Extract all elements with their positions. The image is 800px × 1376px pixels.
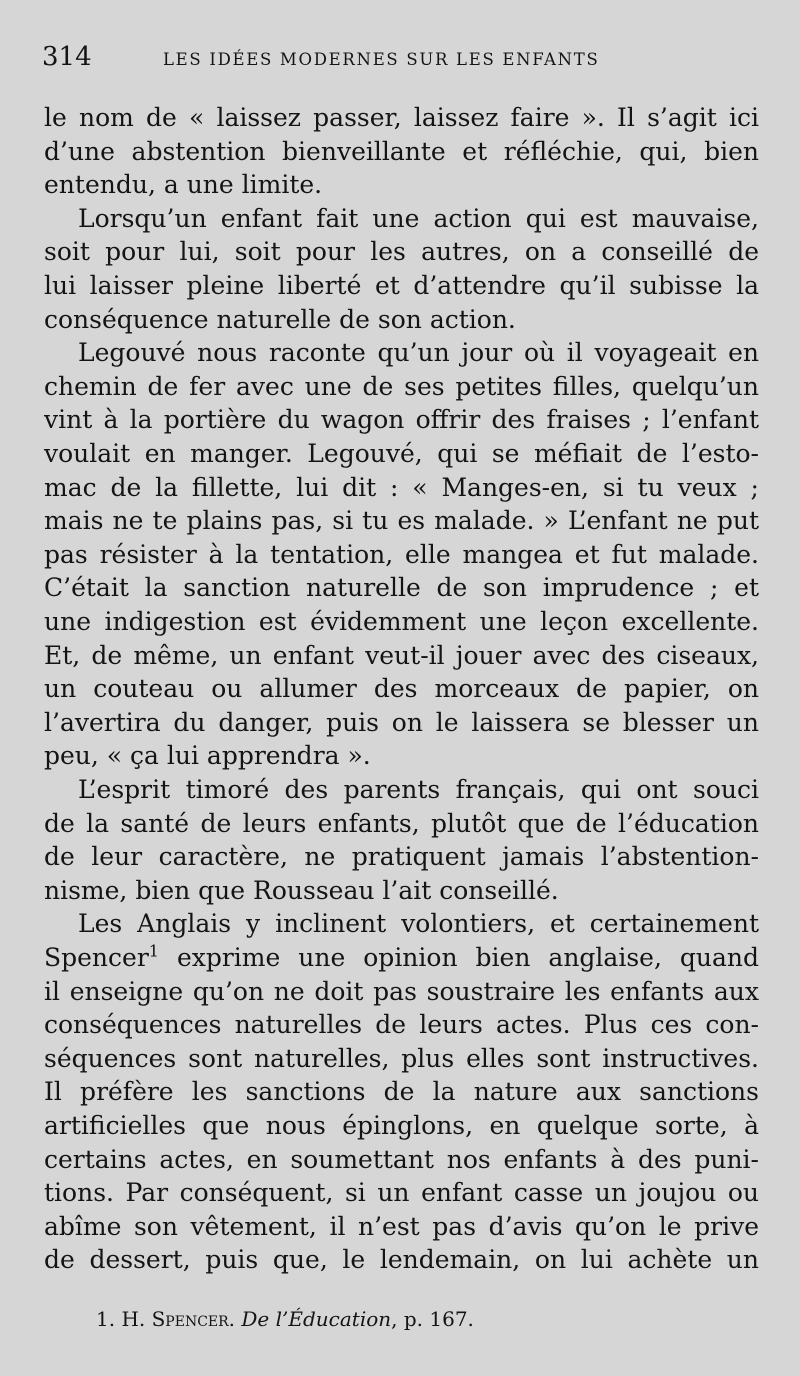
text-line: conséquence naturelle de son action. bbox=[44, 304, 516, 334]
text-fragment: Spencer bbox=[44, 943, 149, 972]
text-line: Les Anglais y inclinent volontiers, et certainement bbox=[78, 909, 759, 939]
page-header bbox=[42, 42, 742, 76]
text-line: il enseigne qu’on ne doit pas soustraire les enfants aux bbox=[44, 976, 759, 1006]
text-line: une indigestion est évidemment une leçon excellente. bbox=[44, 607, 759, 636]
text-line: de dessert, puis que, le lendemain, on lui achète un bbox=[44, 1245, 759, 1275]
footnote bbox=[96, 1306, 696, 1332]
text-line: l’avertira du danger, puis on le laissera se blesser un bbox=[44, 707, 759, 737]
footnote-marker: 1 bbox=[148, 941, 159, 961]
page-number: 314 bbox=[42, 42, 92, 72]
text-line: Lorsqu’un enfant fait une action qui est mauvaise, bbox=[78, 203, 759, 233]
text-line: Legouvé nous raconte qu’un jour où il voyageait en bbox=[78, 338, 759, 368]
text-fragment: exprime une opinion bien anglaise, quand bbox=[158, 943, 759, 972]
footnote-title: De l’Éducation bbox=[241, 1307, 392, 1331]
text-line: mais ne te plains pas, si tu es malade. » L’enfant ne put bbox=[44, 506, 759, 536]
text-line: soit pour lui, soit pour les autres, on a conseillé de bbox=[44, 237, 759, 267]
footnote-page: , p. 167. bbox=[391, 1307, 474, 1331]
text-line: Il préfère les sanctions de la nature aux sanctions bbox=[44, 1077, 759, 1107]
text-line: lui laisser pleine liberté et d’attendre qu’il subisse la bbox=[44, 271, 759, 300]
running-head: LES IDÉES MODERNES SUR LES ENFANTS bbox=[163, 50, 600, 69]
text-line: d’une abstention bienveillante et réfléchie, qui, bien bbox=[44, 136, 759, 166]
text-line: abîme son vêtement, il n’est pas d’avis qu’on le prive bbox=[44, 1211, 759, 1241]
text-line: L’esprit timoré des parents français, qui ont souci bbox=[78, 775, 759, 804]
text-line: entendu, a une limite. bbox=[44, 170, 323, 200]
text-line: certains actes, en soumettant nos enfants à des puni- bbox=[44, 1144, 759, 1174]
text-line: tions. Par conséquent, si un enfant casse un joujou ou bbox=[44, 1178, 759, 1208]
text-line: le nom de « laissez passer, laissez faire ». Il s’agit ici bbox=[44, 103, 759, 132]
text-line-with-note bbox=[44, 941, 759, 975]
footnote-number: 1. bbox=[96, 1307, 116, 1331]
text-line: artificielles que nous épinglons, en quelque sorte, à bbox=[44, 1111, 759, 1140]
text-line: séquences sont naturelles, plus elles sont instructives. bbox=[44, 1043, 759, 1073]
text-line: de leur caractère, ne pratiquent jamais l’abstention- bbox=[44, 842, 759, 872]
text-line: mac de la fillette, lui dit : « Manges-en, si tu veux ; bbox=[44, 472, 759, 502]
text-line: peu, « ça lui apprendra ». bbox=[44, 741, 371, 771]
text-line: C’était la sanction naturelle de son imprudence ; et bbox=[44, 573, 759, 603]
text-line: chemin de fer avec une de ses petites filles, quelqu’un bbox=[44, 371, 759, 401]
footnote-author: H. Spencer. bbox=[121, 1307, 236, 1331]
text-line: un couteau ou allumer des morceaux de papier, on bbox=[44, 674, 759, 704]
text-line: nisme, bien que Rousseau l’ait conseillé. bbox=[44, 875, 559, 905]
text-line: conséquences naturelles de leurs actes. Plus ces con- bbox=[44, 1010, 759, 1040]
text-line: Et, de même, un enfant veut-il jouer avec des ciseaux, bbox=[44, 640, 759, 670]
text-line: vint à la portière du wagon offrir des fraises ; l’enfant bbox=[44, 405, 759, 435]
text-line: de la santé de leurs enfants, plutôt que de l’éducation bbox=[44, 808, 759, 838]
text-line: voulait en manger. Legouvé, qui se méfiait de l’esto- bbox=[44, 439, 759, 468]
text-line: pas résister à la tentation, elle mangea et fut malade. bbox=[44, 539, 759, 569]
